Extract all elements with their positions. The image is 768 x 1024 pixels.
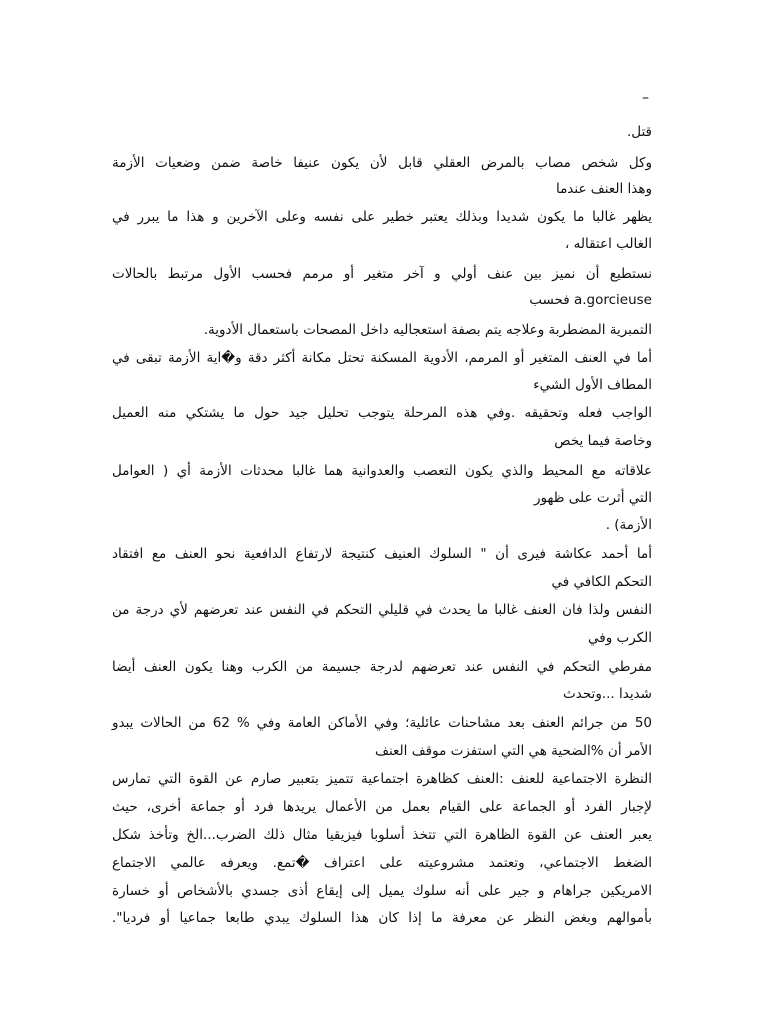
top-dash: – (642, 90, 649, 106)
text-line: الامريكين جراهام و جير على أنه سلوك يميل إلى إيقاع أذى جسدي بالأشخاص أو خسارة (112, 883, 652, 899)
text-line: الغالب اعتقاله ، (565, 236, 652, 252)
text-line: التحكم الكافي في (551, 574, 652, 590)
text-line: الضغط الاجتماعي، وتعتمد مشروعيته على اعتراف �تمع. ويعرفه عالمي الاجتماع (112, 855, 652, 871)
text-line: المطاف الأول الشيء (533, 377, 652, 393)
text-line: النفس ولذا فان العنف غالبا ما يحدث في قليلي التحكم في النفس عند تعرضهم لأي درجة من (112, 602, 652, 618)
text-line: يعبر العنف عن القوة الظاهرة التي تتخذ أسلوبا فيزيقيا مثال ذلك الضرب...الخ وتأخذ شكل (112, 827, 652, 843)
text-line: نستطيع أن نميز بين عنف أولي و آخر متغير أو مرمم فحسب الأول مرتبط بالحالات (112, 266, 652, 282)
text-line: وكل شخص مصاب بالمرض العقلي قابل لأن يكون عنيفا خاصة ضمن وضعيات الأزمة (112, 155, 652, 171)
text-line: بأموالهم وبغض النظر عن معرفة ما إذا كان هذا السلوك يبدي طابعا جماعيا أو فرديا". (112, 910, 652, 926)
text-line: أما أحمد عكاشة فيرى أن " السلوك العنيف كنتيجة لارتفاع الدافعية نحو العنف مع افتقاد (112, 546, 652, 562)
text-line: الكرب وفي (588, 630, 652, 646)
text-line: الأمر أن %الضحية هي التي استفزت موقف العنف (374, 743, 652, 759)
text-line: النظرة الاجتماعية للعنف :العنف كظاهرة اجتماعية تتميز بتعبير صارم عن القوة التي تمارس (112, 771, 652, 787)
text-line: التمبرية المضطربة وعلاجه يتم بصفة استعجاليه داخل المصحات باستعمال الأدوية. (203, 322, 652, 338)
text-line: a.gorcieuse فحسب (529, 292, 652, 308)
text-line: لإجبار الفرد أو الجماعة على القيام بعمل من الأعمال يريدها فرد أو جماعة أخرى، حيث (112, 799, 652, 815)
text-line: أما في العنف المتغير أو المرمم، الأدوية المسكنة تحتل مكانة أكثر دقة و�اية الأزمة تبقى في (112, 350, 652, 366)
text-line: مفرطي التحكم في النفس عند تعرضهم لدرجة جسيمة من الكرب وهنا يكون العنف أيضا (112, 659, 652, 675)
text-line: وهذا العنف عندما (555, 181, 652, 197)
text-line: الواجب فعله وتحقيقه .وفي هذه المرحلة يتوجب تحليل جيد حول ما يشتكي منه العميل (112, 405, 652, 421)
text-line: 50 من جرائم العنف بعد مشاحنات عائلية؛ وفي الأماكن العامة وفي % 62 من الحالات يبدو (112, 715, 653, 731)
text-line: الأزمة) . (605, 517, 652, 533)
text-line: يظهر غالبا ما يكون شديدا وبذلك يعتبر خطير على نفسه وعلى الآخرين و هذا ما يبرر في (112, 209, 652, 225)
text-line: شديدا ...وتحدث (563, 686, 652, 702)
text-line: علاقاته مع المحيط والذي يكون التعصب والعدوانية هما غالبا محدثات الأزمة أي ( العوامل (112, 463, 652, 479)
text-line: قتل. (626, 124, 652, 140)
text-line: التي أثرت على ظهور (534, 490, 652, 506)
text-line: وخاصة فيما يخص (554, 433, 652, 449)
